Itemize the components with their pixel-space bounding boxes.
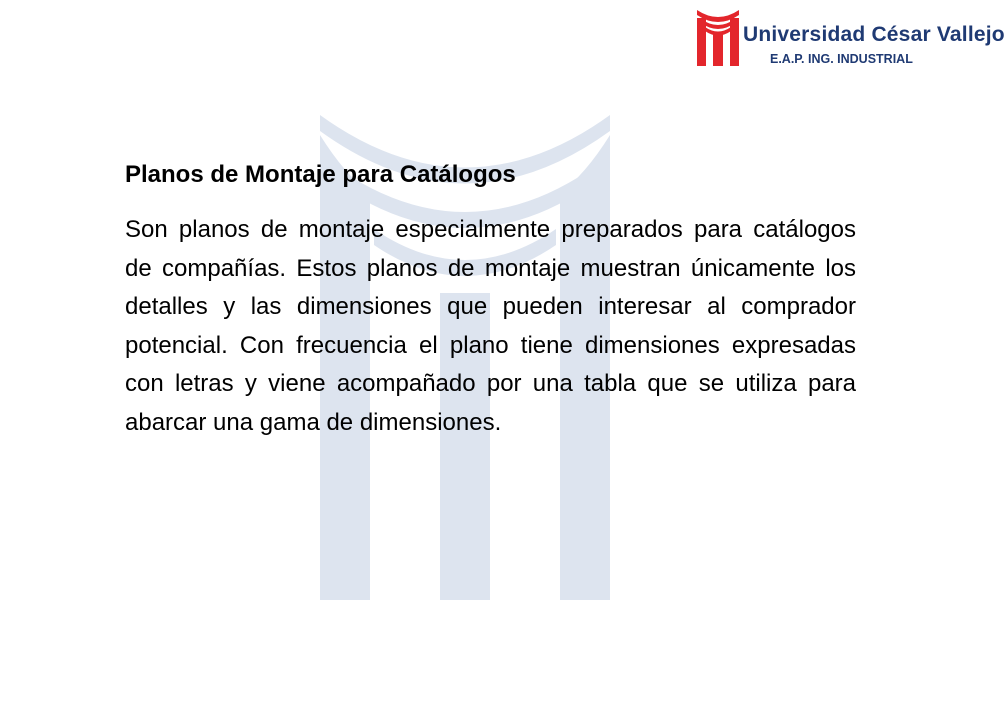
- university-logo: [697, 8, 1005, 68]
- slide-title: Planos de Montaje para Catálogos: [125, 161, 516, 188]
- school-name: E.A.P. ING. INDUSTRIAL: [770, 52, 913, 66]
- slide-content: [125, 158, 856, 442]
- ucv-shield-icon: [697, 10, 739, 66]
- slide-body-text: Son planos de montaje especialmente preparados para catálogos de compañías. Estos planos de montaje muestran únicamente los detalles y las dimensiones que pueden interesar al comprador potencial. Con frecuencia el plano tiene dimensiones expresadas con letras y viene acompañado por una tabla que se utiliza para abarcar una gama de dimensiones.: [125, 216, 856, 436]
- institution-name: Universidad César Vallejo: [743, 23, 1005, 46]
